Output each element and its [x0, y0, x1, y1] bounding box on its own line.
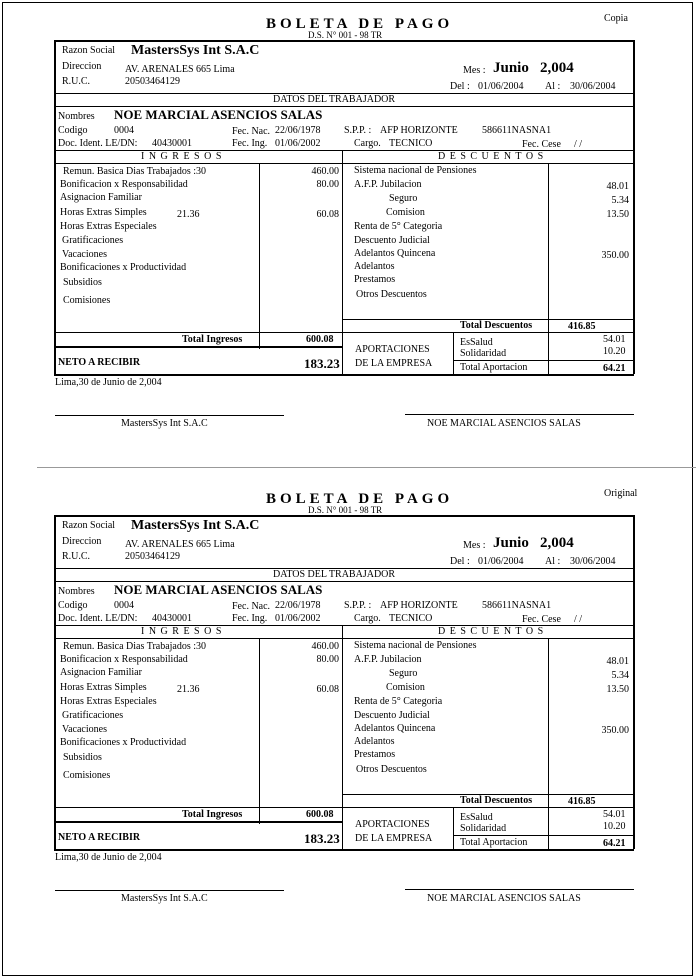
ingreso-value: 60.08 — [316, 209, 339, 220]
sign-worker: NOE MARCIAL ASENCIOS SALAS — [427, 893, 581, 904]
fec-nac-label: Fec. Nac. — [232, 601, 271, 612]
aportaciones-label-2: DE LA EMPRESA — [355, 833, 433, 844]
worker-cese: / / — [574, 139, 583, 150]
signature-line-company — [55, 890, 284, 891]
copy-label: Original — [604, 488, 638, 499]
box-top — [54, 515, 634, 517]
descuento-label: Comision — [386, 207, 425, 218]
del-label: Del : — [450, 556, 470, 567]
descuento-label: Seguro — [389, 668, 418, 679]
ingreso-label: Subsidios — [63, 277, 102, 288]
worker-name: NOE MARCIAL ASENCIOS SALAS — [114, 582, 323, 597]
fec-ing-label: Fec. Ing. — [232, 138, 268, 149]
razon-social-label: Razon Social — [62, 45, 116, 56]
sign-company: MastersSys Int S.A.C — [121, 893, 208, 904]
ingreso-label: Bonificacion x Responsabilidad — [60, 179, 188, 190]
codigo-label: Codigo — [58, 600, 88, 611]
descuento-label: Seguro — [389, 193, 418, 204]
descuento-label: A.F.P. Jubilacion — [354, 179, 422, 190]
aport-divider — [453, 332, 454, 376]
period-to: 30/06/2004 — [570, 556, 616, 567]
company-ruc: 20503464129 — [125, 76, 180, 87]
line — [453, 835, 633, 836]
payslip-title: BOLETA DE PAGO — [266, 491, 454, 507]
nombres-label: Nombres — [58, 111, 95, 122]
mes-label: Mes : — [463, 65, 486, 76]
descuento-label: Prestamos — [354, 749, 396, 760]
descuento-label: Descuento Judicial — [354, 235, 430, 246]
payslip-title: BOLETA DE PAGO — [266, 16, 454, 32]
line — [54, 163, 634, 164]
worker-header: DATOS DEL TRABAJADOR — [273, 569, 396, 580]
direccion-label: Direccion — [62, 536, 102, 547]
box-bottom — [54, 374, 634, 376]
descuento-value: 350.00 — [601, 725, 629, 736]
neto-value: 183.23 — [304, 356, 340, 371]
period-month: Junio — [493, 60, 529, 76]
company-name: MastersSys Int S.A.C — [131, 43, 260, 58]
column-divider — [342, 625, 343, 851]
total-aportacion: 64.21 — [603, 363, 626, 374]
doc-label: Doc. Ident. LE/DN: — [58, 613, 138, 624]
essalud-label: EsSalud — [460, 337, 493, 348]
aportaciones-label: APORTACIONES — [355, 344, 430, 355]
descuentos-header: D E S C U E N T O S — [438, 151, 545, 162]
descuentos-value-col — [548, 638, 549, 851]
ingreso-label: Asignacion Familiar — [60, 192, 142, 203]
worker-cargo: TECNICO — [389, 138, 433, 149]
descuento-label: Prestamos — [354, 274, 396, 285]
box-right — [633, 40, 635, 374]
place-date: Lima,30 de Junio de 2,004 — [55, 852, 162, 863]
line — [54, 346, 342, 348]
worker-code: 0004 — [114, 125, 134, 136]
ingreso-value: 460.00 — [311, 641, 339, 652]
descuento-value: 5.34 — [611, 195, 629, 206]
razon-social-label: Razon Social — [62, 520, 116, 531]
total-ingresos: 600.08 — [306, 334, 334, 345]
descuentos-header: D E S C U E N T O S — [438, 626, 545, 637]
column-divider — [342, 150, 343, 376]
ingreso-extra: 21.36 — [177, 684, 200, 695]
cargo-label: Cargo. — [354, 138, 381, 149]
line — [54, 807, 634, 808]
descuento-label: Adelantos — [354, 736, 395, 747]
neto-value: 183.23 — [304, 831, 340, 846]
fec-cese-label: Fec. Cese — [522, 139, 561, 150]
worker-afp: AFP HORIZONTE — [380, 125, 458, 136]
nombres-label: Nombres — [58, 586, 95, 597]
ingreso-label: Vacaciones — [62, 249, 107, 260]
line — [54, 638, 634, 639]
descuento-label: Otros Descuentos — [356, 764, 427, 775]
total-descuentos-label: Total Descuentos — [460, 320, 533, 331]
worker-header: DATOS DEL TRABAJADOR — [273, 94, 396, 105]
sign-company: MastersSys Int S.A.C — [121, 418, 208, 429]
period-from: 01/06/2004 — [478, 556, 524, 567]
box-right — [633, 515, 635, 849]
worker-cargo: TECNICO — [389, 613, 433, 624]
descuento-value: 350.00 — [601, 250, 629, 261]
worker-afp: AFP HORIZONTE — [380, 600, 458, 611]
ingresos-header: I N G R E S O S — [141, 626, 223, 637]
ingreso-value: 80.00 — [316, 179, 339, 190]
worker-afp-code: 586611NASNA1 — [482, 125, 552, 136]
ingreso-label: Bonificacion x Responsabilidad — [60, 654, 188, 665]
signature-line-worker — [405, 414, 634, 415]
fec-nac-label: Fec. Nac. — [232, 126, 271, 137]
ingreso-value: 60.08 — [316, 684, 339, 695]
signature-line-worker — [405, 889, 634, 890]
descuento-value: 5.34 — [611, 670, 629, 681]
descuento-label: Renta de 5° Categoria — [354, 696, 443, 707]
ingreso-label: Remun. Basica Dias Trabajados :30 — [63, 641, 207, 652]
worker-afp-code: 586611NASNA1 — [482, 600, 552, 611]
sign-worker: NOE MARCIAL ASENCIOS SALAS — [427, 418, 581, 429]
ruc-label: R.U.C. — [62, 551, 91, 562]
decree-label: D.S. N° 001 - 98 TR — [308, 505, 383, 515]
box-left — [54, 515, 56, 849]
aportaciones-label: APORTACIONES — [355, 819, 430, 830]
ingreso-value: 80.00 — [316, 654, 339, 665]
worker-birth: 22/06/1978 — [275, 125, 321, 136]
copy-label: Copia — [604, 13, 628, 24]
payslip — [0, 475, 697, 950]
fec-cese-label: Fec. Cese — [522, 614, 561, 625]
descuento-label: Otros Descuentos — [356, 289, 427, 300]
worker-ingreso: 01/06/2002 — [275, 138, 321, 149]
company-name: MastersSys Int S.A.C — [131, 518, 260, 533]
period-year: 2,004 — [540, 60, 574, 76]
ingreso-label: Gratificaciones — [62, 235, 124, 246]
company-address: AV. ARENALES 665 Lima — [125, 64, 235, 75]
total-ingresos-label: Total Ingresos — [182, 809, 243, 820]
al-label: Al : — [545, 81, 561, 92]
total-descuentos: 416.85 — [568, 321, 596, 332]
neto-label: NETO A RECIBIR — [58, 832, 141, 843]
period-year: 2,004 — [540, 535, 574, 551]
descuento-label: Adelantos Quincena — [354, 248, 436, 259]
descuento-label: Sistema nacional de Pensiones — [354, 640, 477, 651]
worker-ingreso: 01/06/2002 — [275, 613, 321, 624]
cargo-label: Cargo. — [354, 613, 381, 624]
box-top — [54, 40, 634, 42]
descuento-value: 48.01 — [606, 181, 629, 192]
place-date: Lima,30 de Junio de 2,004 — [55, 377, 162, 388]
ingresos-value-col — [259, 163, 260, 349]
total-aportacion: 64.21 — [603, 838, 626, 849]
descuento-value: 13.50 — [606, 684, 629, 695]
solidaridad-value: 10.20 — [603, 346, 626, 357]
total-ingresos-label: Total Ingresos — [182, 334, 243, 345]
descuento-label: Comision — [386, 682, 425, 693]
aport-divider — [453, 807, 454, 851]
doc-label: Doc. Ident. LE/DN: — [58, 138, 138, 149]
worker-doc: 40430001 — [152, 138, 192, 149]
total-aportacion-label: Total Aportacion — [460, 837, 528, 848]
codigo-label: Codigo — [58, 125, 88, 136]
mes-label: Mes : — [463, 540, 486, 551]
ingreso-extra: 21.36 — [177, 209, 200, 220]
solidaridad-label: Solidaridad — [460, 348, 507, 359]
essalud-value: 54.01 — [603, 334, 626, 345]
descuento-label: A.F.P. Jubilacion — [354, 654, 422, 665]
ingreso-label: Vacaciones — [62, 724, 107, 735]
ingreso-label: Subsidios — [63, 752, 102, 763]
ingreso-label: Bonificaciones x Productividad — [60, 737, 187, 748]
fec-ing-label: Fec. Ing. — [232, 613, 268, 624]
ingreso-label: Comisiones — [63, 295, 111, 306]
period-to: 30/06/2004 — [570, 81, 616, 92]
descuentos-value-col — [548, 163, 549, 376]
essalud-value: 54.01 — [603, 809, 626, 820]
descuento-value: 13.50 — [606, 209, 629, 220]
ingreso-label: Bonificaciones x Productividad — [60, 262, 187, 273]
worker-birth: 22/06/1978 — [275, 600, 321, 611]
del-label: Del : — [450, 81, 470, 92]
company-ruc: 20503464129 — [125, 551, 180, 562]
aportaciones-label-2: DE LA EMPRESA — [355, 358, 433, 369]
descuento-label: Adelantos — [354, 261, 395, 272]
decree-label: D.S. N° 001 - 98 TR — [308, 30, 383, 40]
worker-name: NOE MARCIAL ASENCIOS SALAS — [114, 107, 323, 122]
ingreso-label: Horas Extras Simples — [60, 207, 147, 218]
spp-label: S.P.P. : — [344, 600, 372, 611]
line — [54, 821, 342, 823]
descuento-label: Adelantos Quincena — [354, 723, 436, 734]
ingreso-label: Horas Extras Simples — [60, 682, 147, 693]
worker-doc: 40430001 — [152, 613, 192, 624]
essalud-label: EsSalud — [460, 812, 493, 823]
ingreso-label: Horas Extras Especiales — [60, 696, 157, 707]
total-aportacion-label: Total Aportacion — [460, 362, 528, 373]
ingresos-header: I N G R E S O S — [141, 151, 223, 162]
total-descuentos-label: Total Descuentos — [460, 795, 533, 806]
descuento-label: Sistema nacional de Pensiones — [354, 165, 477, 176]
ingreso-label: Horas Extras Especiales — [60, 221, 157, 232]
total-descuentos: 416.85 — [568, 796, 596, 807]
ingreso-label: Gratificaciones — [62, 710, 124, 721]
ingreso-value: 460.00 — [311, 166, 339, 177]
payslip — [0, 0, 697, 475]
ingreso-label: Comisiones — [63, 770, 111, 781]
spp-label: S.P.P. : — [344, 125, 372, 136]
solidaridad-value: 10.20 — [603, 821, 626, 832]
signature-line-company — [55, 415, 284, 416]
worker-code: 0004 — [114, 600, 134, 611]
descuento-label: Renta de 5° Categoria — [354, 221, 443, 232]
box-left — [54, 40, 56, 374]
period-from: 01/06/2004 — [478, 81, 524, 92]
line — [453, 360, 633, 361]
ingreso-label: Asignacion Familiar — [60, 667, 142, 678]
descuento-label: Descuento Judicial — [354, 710, 430, 721]
direccion-label: Direccion — [62, 61, 102, 72]
ruc-label: R.U.C. — [62, 76, 91, 87]
total-ingresos: 600.08 — [306, 809, 334, 820]
al-label: Al : — [545, 556, 561, 567]
ingreso-label: Remun. Basica Dias Trabajados :30 — [63, 166, 207, 177]
line — [54, 332, 634, 333]
box-bottom — [54, 849, 634, 851]
ingresos-value-col — [259, 638, 260, 824]
neto-label: NETO A RECIBIR — [58, 357, 141, 368]
company-address: AV. ARENALES 665 Lima — [125, 539, 235, 550]
descuento-value: 48.01 — [606, 656, 629, 667]
solidaridad-label: Solidaridad — [460, 823, 507, 834]
worker-cese: / / — [574, 614, 583, 625]
period-month: Junio — [493, 535, 529, 551]
